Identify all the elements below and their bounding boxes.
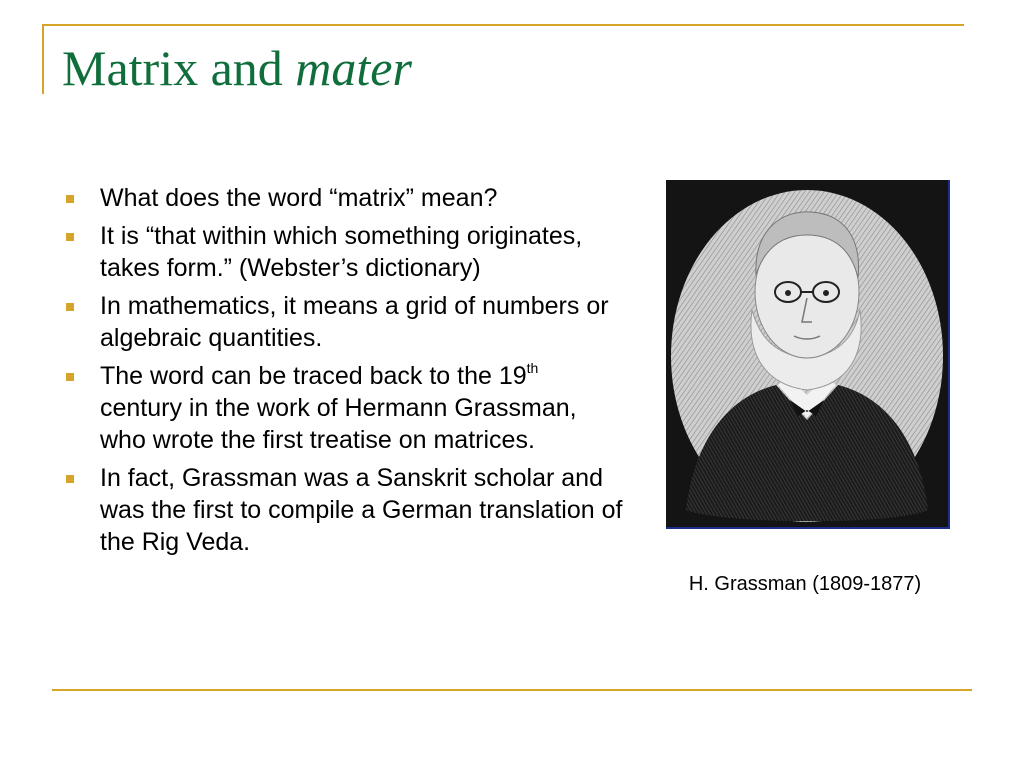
top-rule bbox=[42, 24, 964, 26]
bullet-item bbox=[66, 462, 626, 558]
bullet-text-superscript: th bbox=[526, 359, 539, 376]
bullet-text: In fact, Grassman was a Sanskrit scholar and was the first to compile a German translation of the Rig Veda. bbox=[100, 464, 623, 556]
square-bullet-icon bbox=[66, 373, 74, 381]
portrait-image bbox=[666, 180, 950, 529]
portrait-caption: H. Grassman (1809-1877) bbox=[688, 573, 922, 595]
square-bullet-icon bbox=[66, 475, 74, 483]
slide-title-plain: Matrix and bbox=[62, 40, 283, 96]
square-bullet-icon bbox=[66, 303, 74, 311]
left-rule bbox=[42, 24, 44, 94]
bullet-item bbox=[66, 220, 626, 284]
square-bullet-icon bbox=[66, 195, 74, 203]
square-bullet-icon bbox=[66, 233, 74, 241]
bullet-item bbox=[66, 360, 626, 456]
bullet-text: It is “that within which something originates, takes form.” (Webster’s dictionary) bbox=[100, 222, 583, 282]
engraving-portrait-icon bbox=[666, 180, 948, 527]
slide-title-italic: mater bbox=[295, 40, 412, 96]
bullet-text-before: The word can be traced back to the 19 bbox=[100, 362, 527, 390]
bullet-text: In mathematics, it means a grid of numbers or algebraic quantities. bbox=[100, 292, 609, 352]
bullet-item bbox=[66, 182, 626, 214]
bottom-rule bbox=[52, 689, 972, 691]
bullet-item bbox=[66, 290, 626, 354]
bullet-text-after: century in the work of Hermann Grassman, who wrote the first treatise on matrices. bbox=[100, 394, 577, 454]
bullet-text: What does the word “matrix” mean? bbox=[100, 184, 498, 212]
slide-title bbox=[62, 38, 412, 98]
bullet-list bbox=[66, 182, 626, 564]
